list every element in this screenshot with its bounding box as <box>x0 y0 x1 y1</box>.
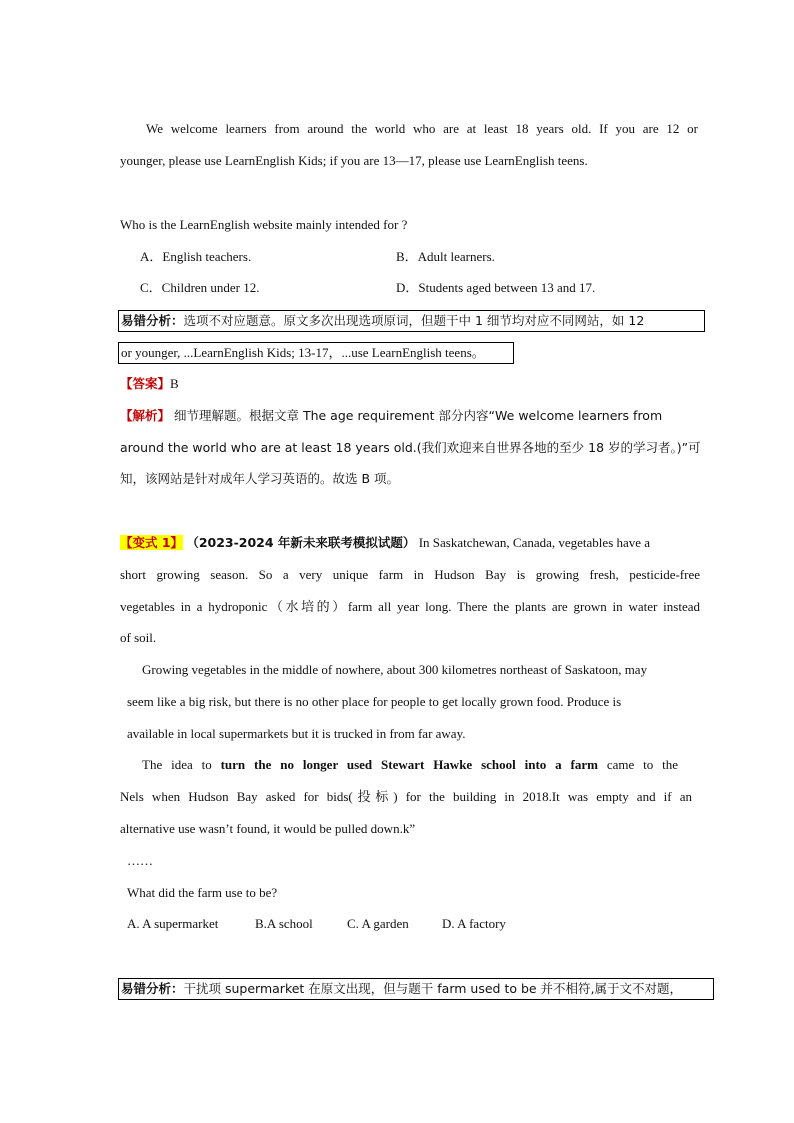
error-analysis-label: 易错分析： <box>121 313 184 328</box>
variant1-para2-line3: available in local supermarkets but it is trucked in from far away. <box>127 726 466 741</box>
variant1-para3-line3: alternative use wasn’t found, it would be pulled down.k” <box>120 821 416 836</box>
variant1-para2-line1: Growing vegetables in the middle of nowhere, about 300 kilometres northeast of Saskatoon, may <box>142 662 648 677</box>
variant1-line1 <box>120 534 700 552</box>
explanation-line3: 知，该网站是针对成年人学习英语的。故选 B 项。 <box>120 471 400 486</box>
variant1-line2: short growing season. So a very unique farm in Hudson Bay is growing fresh, pesticide-free <box>120 567 700 582</box>
variant-source: （2023-2024 年新未来联考模拟试题） <box>186 535 416 550</box>
variant1-line3: vegetables in a hydroponic（水培的）farm all year long. There the plants are grown in water instead <box>120 599 700 614</box>
error-analysis-box-2 <box>118 978 714 1000</box>
answer-label: 【答案】 <box>120 376 171 391</box>
variant1-question: What did the farm use to be? <box>127 885 278 900</box>
variant1-option-c: C. A garden <box>347 916 409 931</box>
error-analysis-2-text: 干扰项 supermarket 在原文出现，但与题干 farm used to be 并不相符,属于文不对题， <box>183 981 683 996</box>
variant-tag: 【变式 1】 <box>120 535 184 550</box>
variant1-para3-line1 <box>142 756 678 774</box>
para3-start: The idea to <box>142 757 212 772</box>
explanation-line1 <box>120 407 700 425</box>
explanation-label: 【解析】 <box>120 408 171 423</box>
answer-line <box>120 375 700 393</box>
question1-option-c: C．Children under 12. <box>140 280 260 295</box>
para3-bold: turn the no longer used Stewart Hawke school into a farm <box>220 757 598 772</box>
question1-option-d: D．Students aged between 13 and 17. <box>396 280 596 295</box>
variant1-line4: of soil. <box>120 630 157 645</box>
variant1-option-a: A. A supermarket <box>127 916 219 931</box>
error-analysis-box-1 <box>118 310 705 332</box>
variant1-option-d: D. A factory <box>442 916 506 931</box>
question1-option-b: B．Adult learners. <box>396 249 495 264</box>
question1-stem: Who is the LearnEnglish website mainly intended for ? <box>120 217 408 232</box>
passage1-line2: younger, please use LearnEnglish Kids; if you are 13—17, please use LearnEnglish teens. <box>120 153 588 168</box>
error-analysis-2-label: 易错分析： <box>121 981 184 996</box>
variant1-para2-line2: seem like a big risk, but there is no other place for people to get locally grown food. Produce is <box>127 694 622 709</box>
error-analysis-text-line2: or younger, ...LearnEnglish Kids; 13-17，...use LearnEnglish teens。 <box>121 345 485 360</box>
passage1-line1: We welcome learners from around the world who are at least 18 years old. If you are 12 or <box>146 121 698 136</box>
variant1-ellipsis: …… <box>127 853 153 868</box>
variant1-option-b: B.A school <box>255 916 313 931</box>
error-analysis-box-1-cont <box>118 342 514 364</box>
variant-line1-text: In Saskatchewan, Canada, vegetables have a <box>418 535 651 550</box>
explanation-text-1: 细节理解题。根据文章 The age requirement 部分内容“We welcome learners from <box>170 408 663 423</box>
answer-value: B <box>170 376 179 391</box>
para3-end: came to the <box>606 757 679 772</box>
question1-option-a: A．English teachers. <box>140 249 252 264</box>
error-analysis-text-line1: 选项不对应题意。原文多次出现选项原词，但题干中 1 细节均对应不同网站，如 12 <box>183 313 645 328</box>
variant1-para3-line2: Nels when Hudson Bay asked for bids(投标) for the building in 2018.It was empty and if an <box>120 789 692 804</box>
explanation-line2: around the world who are at least 18 years old.(我们欢迎来自世界各地的至少 18 岁的学习者。)”可 <box>120 440 701 455</box>
